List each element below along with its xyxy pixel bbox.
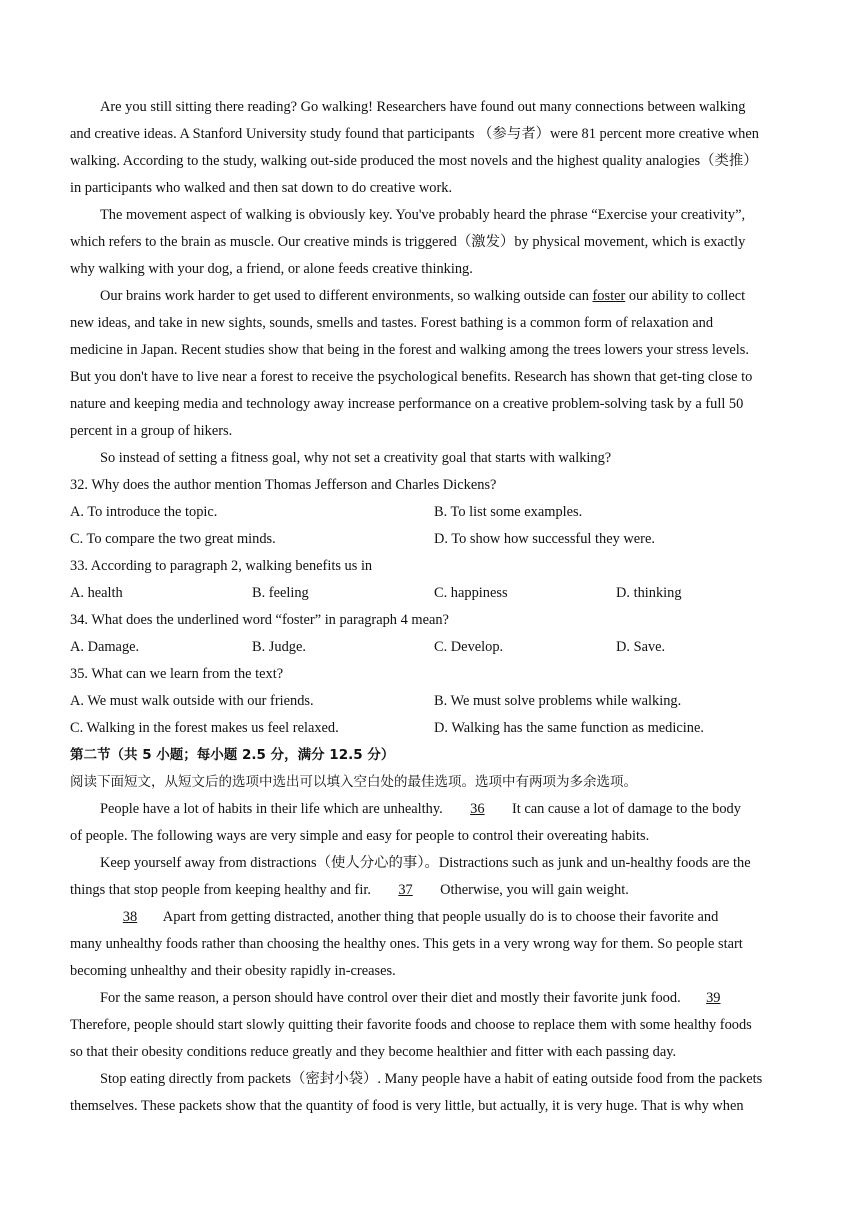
passage-line: why walking with your dog, a friend, or alone feeds creative thinking. (70, 261, 473, 277)
text-span: our ability to collect (625, 288, 746, 304)
passage-line: and creative ideas. A Stanford University study found that participants （参与者）were 81 percent more creative when (70, 126, 759, 142)
blank-36[interactable]: 36 (470, 801, 485, 817)
option-b[interactable]: B. Judge. (252, 639, 306, 655)
passage-line: Are you still sitting there reading? Go walking! Researchers have found out many connections between walking (100, 99, 746, 115)
passage-line: medicine in Japan. Recent studies show that being in the forest and walking among the trees lowers your stress levels. (70, 342, 749, 358)
passage-line: The movement aspect of walking is obviously key. You've probably heard the phrase “Exercise your creativity”, (100, 207, 746, 223)
option-row (70, 688, 792, 715)
option-a[interactable]: A. To introduce the topic. (70, 504, 218, 520)
passage-line: of people. The following ways are very simple and easy for people to control their overeating habits. (70, 828, 650, 844)
passage-line: which refers to the brain as muscle. Our creative minds is triggered（激发）by physical movement, which is exactly (70, 234, 746, 250)
option-row (70, 715, 792, 742)
option-d[interactable]: D. Save. (616, 639, 666, 655)
blank-39[interactable]: 39 (706, 990, 721, 1006)
passage-line: in participants who walked and then sat down to do creative work. (70, 180, 453, 196)
passage-line: walking. According to the study, walking out-side produced the most novels and the highest quality analogies（类推） (70, 153, 758, 169)
passage-line (70, 904, 792, 931)
passage-line: Therefore, people should start slowly quitting their favorite foods and choose to replace them with some healthy foods (70, 1017, 752, 1033)
passage-line (70, 283, 792, 310)
option-d[interactable]: D. To show how successful they were. (434, 531, 655, 547)
text-span: People have a lot of habits in their life which are unhealthy. (100, 801, 447, 817)
text-span: Apart from getting distracted, another thing that people usually do is to choose their favorite and (160, 909, 719, 925)
page-content (70, 94, 792, 1120)
passage-line (70, 877, 792, 904)
passage-line: nature and keeping media and technology away increase performance on a creative problem-solving task by a full 50 (70, 396, 744, 412)
option-c[interactable]: C. To compare the two great minds. (70, 531, 276, 547)
passage-line: becoming unhealthy and their obesity rapidly in-creases. (70, 963, 396, 979)
passage-line: themselves. These packets show that the quantity of food is very little, but actually, it is very huge. That is why when (70, 1098, 744, 1114)
passage-line: new ideas, and take in new sights, sounds, smells and tastes. Forest bathing is a common form of relaxation and (70, 315, 714, 331)
passage-line: But you don't have to live near a forest to receive the psychological benefits. Research has shown that get-ting close to (70, 369, 753, 385)
question-stem: 34. What does the underlined word “foster” in paragraph 4 mean? (70, 612, 449, 628)
option-b[interactable]: B. We must solve problems while walking. (434, 693, 682, 709)
option-d[interactable]: D. Walking has the same function as medicine. (434, 720, 704, 736)
blank-38[interactable]: 38 (122, 909, 138, 925)
option-c[interactable]: C. Develop. (434, 639, 504, 655)
text-span: Our brains work harder to get used to different environments, so walking outside can (100, 288, 593, 304)
question-stem: 32. Why does the author mention Thomas Jefferson and Charles Dickens? (70, 477, 497, 493)
option-c[interactable]: C. Walking in the forest makes us feel relaxed. (70, 720, 339, 736)
option-b[interactable]: B. feeling (252, 585, 309, 601)
option-a[interactable]: A. Damage. (70, 639, 140, 655)
section-instruction: 阅读下面短文，从短文后的选项中选出可以填入空白处的最佳选项。选项中有两项为多余选项。 (70, 774, 637, 790)
option-row (70, 526, 792, 553)
question-stem: 33. According to paragraph 2, walking benefits us in (70, 558, 373, 574)
text-span: It can cause a lot of damage to the body (508, 801, 741, 817)
passage-line (70, 796, 792, 823)
option-a[interactable]: A. We must walk outside with our friends. (70, 693, 314, 709)
passage-line: percent in a group of hikers. (70, 423, 233, 439)
option-d[interactable]: D. thinking (616, 585, 682, 601)
option-row (70, 499, 792, 526)
passage-line (70, 985, 792, 1012)
underlined-word-foster: foster (592, 288, 626, 304)
option-b[interactable]: B. To list some examples. (434, 504, 583, 520)
passage-line: So instead of setting a fitness goal, why not set a creativity goal that starts with walking? (100, 450, 612, 466)
option-a[interactable]: A. health (70, 585, 123, 601)
passage-line: Keep yourself away from distractions（使人分心的事）。Distractions such as junk and un-healthy foods are the (100, 855, 751, 871)
option-row (70, 580, 792, 607)
passage-line: Stop eating directly from packets（密封小袋）. Many people have a habit of eating outside food from the packets (100, 1071, 763, 1087)
blank-37[interactable]: 37 (398, 882, 413, 898)
passage-line: many unhealthy foods rather than choosing the healthy ones. This gets in a very wrong way for them. So people start (70, 936, 743, 952)
text-span: Otherwise, you will gain weight. (436, 882, 629, 898)
question-stem: 35. What can we learn from the text? (70, 666, 284, 682)
section-heading: 第二节（共 5 小题；每小题 2.5 分，满分 12.5 分） (70, 747, 395, 763)
option-c[interactable]: C. happiness (434, 585, 508, 601)
passage-line: so that their obesity conditions reduce greatly and they become healthier and fitter with each passing day. (70, 1044, 677, 1060)
text-span: For the same reason, a person should have control over their diet and mostly their favorite junk food. (100, 990, 685, 1006)
text-span: things that stop people from keeping healthy and fir. (70, 882, 375, 898)
option-row (70, 634, 792, 661)
